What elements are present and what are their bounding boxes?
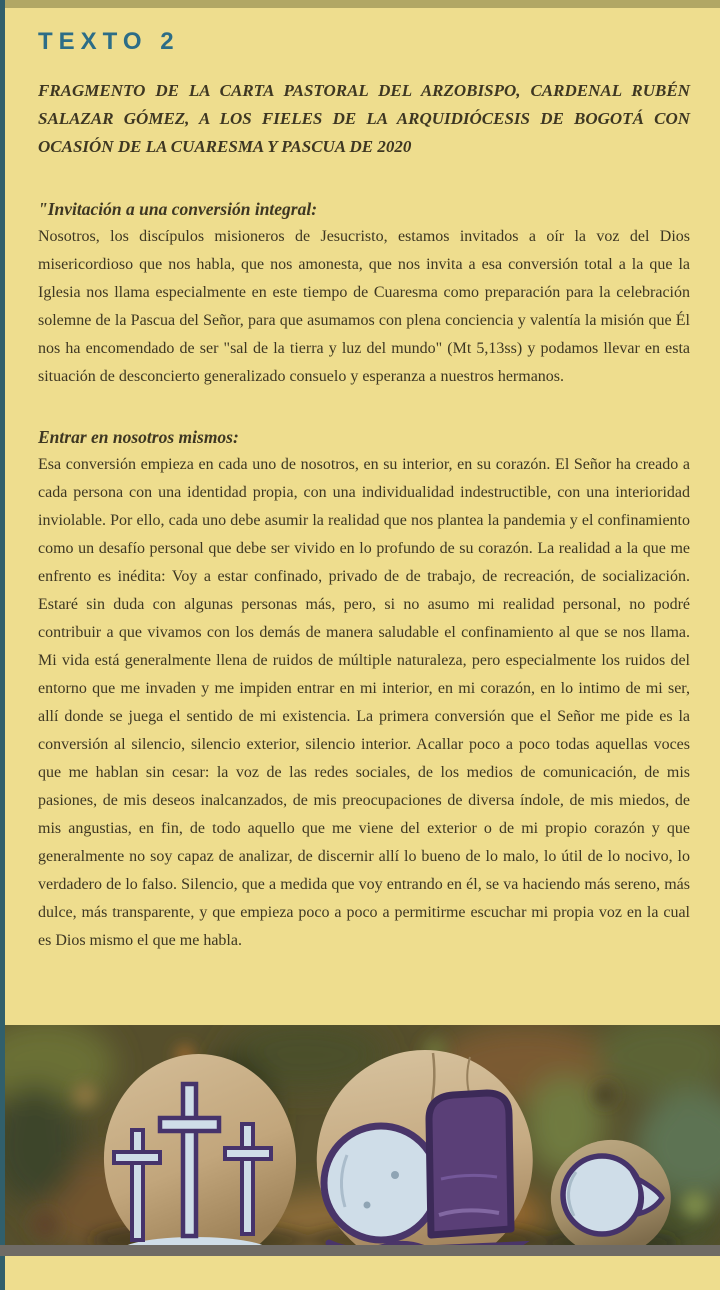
section-body: Nosotros, los discípulos misioneros de Jesucristo, estamos invitados a oír la voz del Dios misericordioso que nos habla, que nos amonesta, que nos invita a esa conversión total a la que la Iglesia nos llama especialmente en este tiempo de Cuaresma como preparación para la celebración solemne de la Pascua del Señor, para que asumamos con plena conciencia y valentía la misión que Él nos ha encomendado de ser "sal de la tierra y luz del mundo" (Mt 5,13ss) y podamos llevar en esta situación de desconcierto generalizado consuelo y esperanza a nuestros hermanos.	[38, 228, 690, 385]
fish-body	[563, 1156, 641, 1234]
section-entrar	[38, 423, 690, 955]
section-heading: Entrar en nosotros mismos:	[38, 427, 239, 447]
section-invitacion	[38, 195, 690, 391]
section-body: Esa conversión empieza en cada uno de nosotros, en su interior, en su corazón. El Señor ha creado a cada persona con una identidad propia, con una individualidad indestructible, con una interioridad inviolable. Por ello, cada uno debe asumir la realidad que nos plantea la pandemia y el confinamiento como un desafío personal que debe ser vivido en lo profundo de su corazón. La realidad a la que me enfrento es inédita: Voy a estar confinado, privado de de trabajo, de recreación, de socialización. Estaré sin duda con algunas personas más, pero, si no asumo mi realidad personal, no podré contribuir a que vivamos con los demás de manera saludable el confinamiento al que se nos llama. Mi vida está generalmente llena de ruidos de múltiple naturaleza, pero especialmente los ruidos del entorno que me invaden y me impiden entrar en mi interior, en mi corazón, en lo intimo de mi ser, allí donde se juega el sentido de mi existencia. La primera conversión que el Señor me pide es la conversión al silencio, silencio exterior, silencio interior. Acallar poco a poco todas aquellas voces que me hablan sin cesar: la voz de las redes sociales, de los medios de comunicación, de mis pasiones, de mis deseos inalcanzados, de mis preocupaciones de diversa índole, de mis miedos, de mis angustias, en fin, de todo aquello que me viene del exterior o de mi propio corazón y que generalmente no soy capaz de analizar, de discernir allí lo bueno de lo malo, lo útil de lo nocivo, lo verdadero de lo falso. Silencio, que a medida que voy entrando en él, se va haciendo más sereno, más dulce, más transparente, y que empieza poco a poco a permitirme escuchar mi propia voz en la cual es Dios mismo el que me habla.	[38, 456, 690, 949]
top-band	[0, 0, 720, 8]
header-paragraph: FRAGMENTO DE LA CARTA PASTORAL DEL ARZOBISPO, CARDENAL RUBÉN SALAZAR GÓMEZ, A LOS FIELES DE LA ARQUIDIÓCESIS DE BOGOTÁ CON OCASIÓN DE LA CUARESMA Y PASCUA DE 2020	[38, 81, 690, 156]
page-title: TEXTO 2	[38, 28, 180, 55]
easter-stones-photo	[5, 1025, 720, 1245]
section-heading: "Invitación a una conversión integral:	[38, 199, 318, 219]
bottom-gray-bar	[0, 1245, 720, 1256]
text-content	[38, 8, 690, 955]
